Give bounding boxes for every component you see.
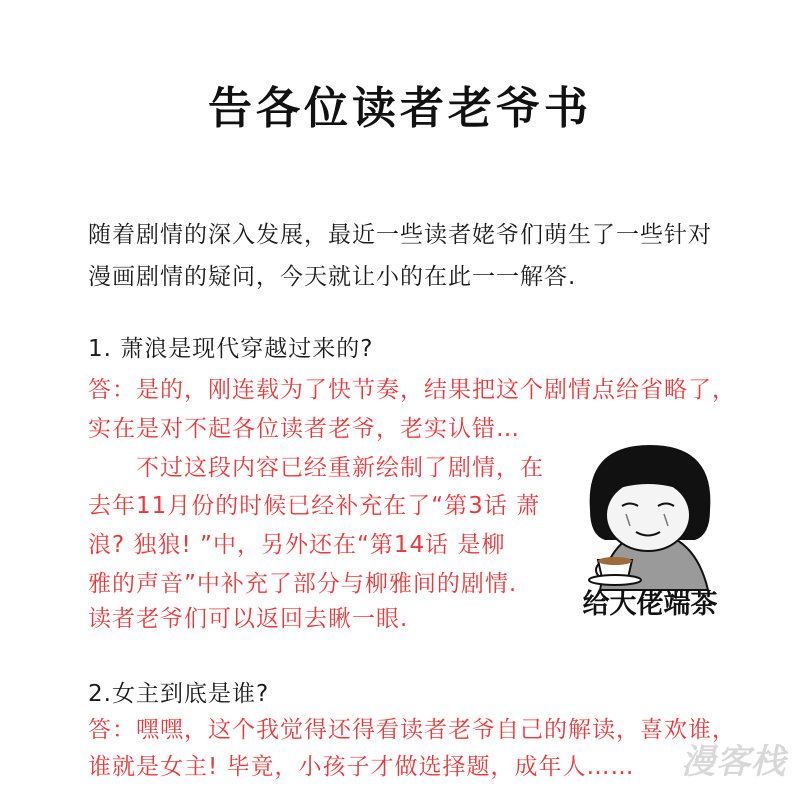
site-watermark: 漫客栈 xyxy=(681,742,786,782)
answer-1-line-7: 读者老爷们可以返回去瞅一眼. xyxy=(88,606,409,632)
answer-2-line-1: 答：嘿嘿，这个我觉得还得看读者老爷自己的解读，喜欢谁， xyxy=(88,717,736,743)
intro-line-1: 随着剧情的深入发展，最近一些读者姥爷们萌生了一些针对 xyxy=(88,222,712,248)
answer-1-line-4: 去年11月份的时候已经补充在了“第3话 萧 xyxy=(88,493,541,519)
answer-1-line-1: 答：是的，刚连载为了快节奏，结果把这个剧情点给省略了， xyxy=(88,377,736,403)
question-1: 1. 萧浪是现代穿越过来的? xyxy=(88,336,374,362)
answer-1-line-5: 浪? 独狼! ”中，另外还在“第14话 是柳 xyxy=(88,532,506,558)
answer-2-line-2: 谁就是女主! 毕竟，小孩子才做选择题，成年人…… xyxy=(88,754,635,780)
answer-1-line-3: 不过这段内容已经重新绘制了剧情，在 xyxy=(88,455,544,481)
question-2: 2.女主到底是谁? xyxy=(88,681,270,707)
answer-1-line-2: 实在是对不起各位读者老爷，老实认错… xyxy=(88,416,520,442)
page-title: 告各位读者老爷书 xyxy=(208,83,592,134)
intro-line-2: 漫画剧情的疑问，今天就让小的在此一一解答. xyxy=(88,264,577,290)
meme-caption: 给大佬端茶 xyxy=(582,589,718,620)
answer-1-line-6: 雅的声音”中补充了部分与柳雅间的剧情. xyxy=(88,571,518,597)
